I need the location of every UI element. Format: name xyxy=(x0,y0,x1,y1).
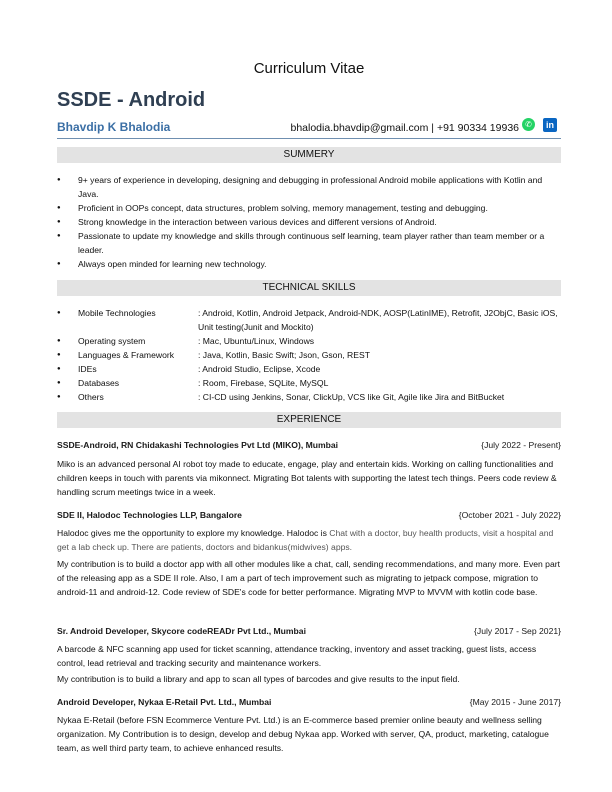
job-dates: {July 2022 - Present} xyxy=(481,440,561,450)
list-item: ● 9+ years of experience in developing, designing and debugging in professional Android mobile applications with Kotlin and Java. xyxy=(57,173,561,201)
skill-category: Others xyxy=(78,392,104,402)
document-title: Curriculum Vitae xyxy=(253,60,365,77)
skill-value: : CI-CD using Jenkins, Sonar, ClickUp, VCS like Git, Agile like Jira and BitBucket xyxy=(198,392,505,402)
skill-value: : Android Studio, Eclipse, Xcode xyxy=(198,364,321,374)
skills-list xyxy=(57,306,561,404)
bullet: ● xyxy=(57,380,61,386)
skill-category: Operating system xyxy=(78,336,146,346)
experience-heading: EXPERIENCE xyxy=(57,412,561,428)
job-title-text: Android Developer, Nykaa E-Retail Pvt. Ltd., Mumbai xyxy=(57,697,272,707)
whatsapp-icon[interactable]: ✆ xyxy=(522,118,535,131)
skill-category: Languages & Framework xyxy=(78,350,175,360)
skills-heading: TECHNICAL SKILLS xyxy=(57,280,561,296)
list-item: ● Always open minded for learning new technology. xyxy=(57,257,561,271)
job-dates: {October 2021 - July 2022} xyxy=(458,510,561,520)
job-title-text: Sr. Android Developer, Skycore codeREADr Pvt Ltd., Mumbai xyxy=(57,626,306,636)
skill-category: Databases xyxy=(78,378,120,388)
bullet: ● xyxy=(57,366,61,372)
summary-heading: SUMMERY xyxy=(57,147,561,163)
job-description: Miko is an advanced personal AI robot toy made to educate, engage, play and entertain kids. Working on calling functionalities and children keeps in touch with parents via mikonnect. Migrating Bot talents with supporting the latest tech things. Peers code review & handling scrum meetings twice in a week. xyxy=(57,459,557,497)
summary-list xyxy=(57,173,561,271)
list-item: ● Proficient in OOPs concept, data structures, problem solving, memory management, testing and debugging. xyxy=(57,201,561,215)
bullet: ● xyxy=(57,310,61,316)
job-title xyxy=(57,509,561,521)
skill-row xyxy=(57,390,561,404)
job-description xyxy=(57,526,561,554)
job-title-text: SDE II, Halodoc Technologies LLP, Bangalore xyxy=(57,510,242,520)
skill-value: : Mac, Ubuntu/Linux, Windows xyxy=(198,336,315,346)
name-contact-row xyxy=(57,118,561,139)
job-description: A barcode & NFC scanning app used for ticket scanning, attendance tracking, inventory and asset tracking, guest lists, access control, lead retrieval and tracking security and maintenance workers. xyxy=(57,644,537,668)
skill-category: Mobile Technologies xyxy=(78,308,156,318)
job-dates: {May 2015 - June 2017} xyxy=(469,697,561,707)
skill-row xyxy=(57,362,561,376)
job-title-text: SSDE-Android, RN Chidakashi Technologies Pvt Ltd (MIKO), Mumbai xyxy=(57,440,339,450)
job-intro: Halodoc gives me the opportunity to explore my knowledge. Halodoc is xyxy=(57,528,330,538)
skill-value: : Android, Kotlin, Android Jetpack, Android-NDK, AOSP(LatinIME), Retrofit, J2ObjC, Basic iOS, Unit testing(Junit and Mockito) xyxy=(198,308,558,332)
linkedin-icon[interactable]: in xyxy=(543,118,557,132)
skill-row xyxy=(57,334,561,348)
list-item: ● Passionate to update my knowledge and skills through continuous self learning, team player rather than team member or a leader. xyxy=(57,229,561,257)
bullet: ● xyxy=(57,394,61,400)
skill-row xyxy=(57,376,561,390)
list-item: ● Strong knowledge in the interaction between various devices and different versions of Android. xyxy=(57,215,561,229)
job-title xyxy=(57,625,561,637)
bullet: ● xyxy=(57,352,61,358)
role-title: SSDE - Android xyxy=(57,89,206,111)
skill-row xyxy=(57,348,561,362)
job-intro-highlight: Chat with a doctor, buy health products, visit a hospital and get a lab check up. There are patients, doctors and bidankus(midwives) apps. xyxy=(57,528,554,552)
job-title xyxy=(57,696,561,708)
skill-category: IDEs xyxy=(78,364,97,374)
skill-value: : Room, Firebase, SQLite, MySQL xyxy=(198,378,329,388)
job-dates: {July 2017 - Sep 2021} xyxy=(474,626,561,636)
job-description: My contribution is to build a doctor app with all other modules like a chat, call, sending recommendations, and many more. Even part of the releasing app as a SDE II role. Also, I am a part of tech improvement such as migrating to jetpack compose, migration to android-11 and android-12. Code review of SDE's code for better performance. Migrating MVP to MVVM with kotlin code base. xyxy=(57,559,560,597)
skill-row xyxy=(57,306,561,334)
job-description: Nykaa E-Retail (before FSN Ecommerce Venture Pvt. Ltd.) is an E-commerce based premier online beauty and wellness selling organization. My Contribution is to design, develop and debug Nykaa app. Worked with server, QA, product, marketing, catalogue team, as well third party team, to achieve enhanced results. xyxy=(57,715,549,753)
contact-info: bhalodia.bhavdip@gmail.com | +91 90334 19936 xyxy=(290,122,519,134)
job-description: My contribution is to build a library and app to scan all types of barcodes and give results to the input field. xyxy=(57,674,460,684)
skill-value: : Java, Kotlin, Basic Swift; Json, Gson, REST xyxy=(198,350,370,360)
bullet: ● xyxy=(57,338,61,344)
job-title xyxy=(57,439,561,451)
candidate-name: Bhavdip K Bhalodia xyxy=(57,120,171,134)
